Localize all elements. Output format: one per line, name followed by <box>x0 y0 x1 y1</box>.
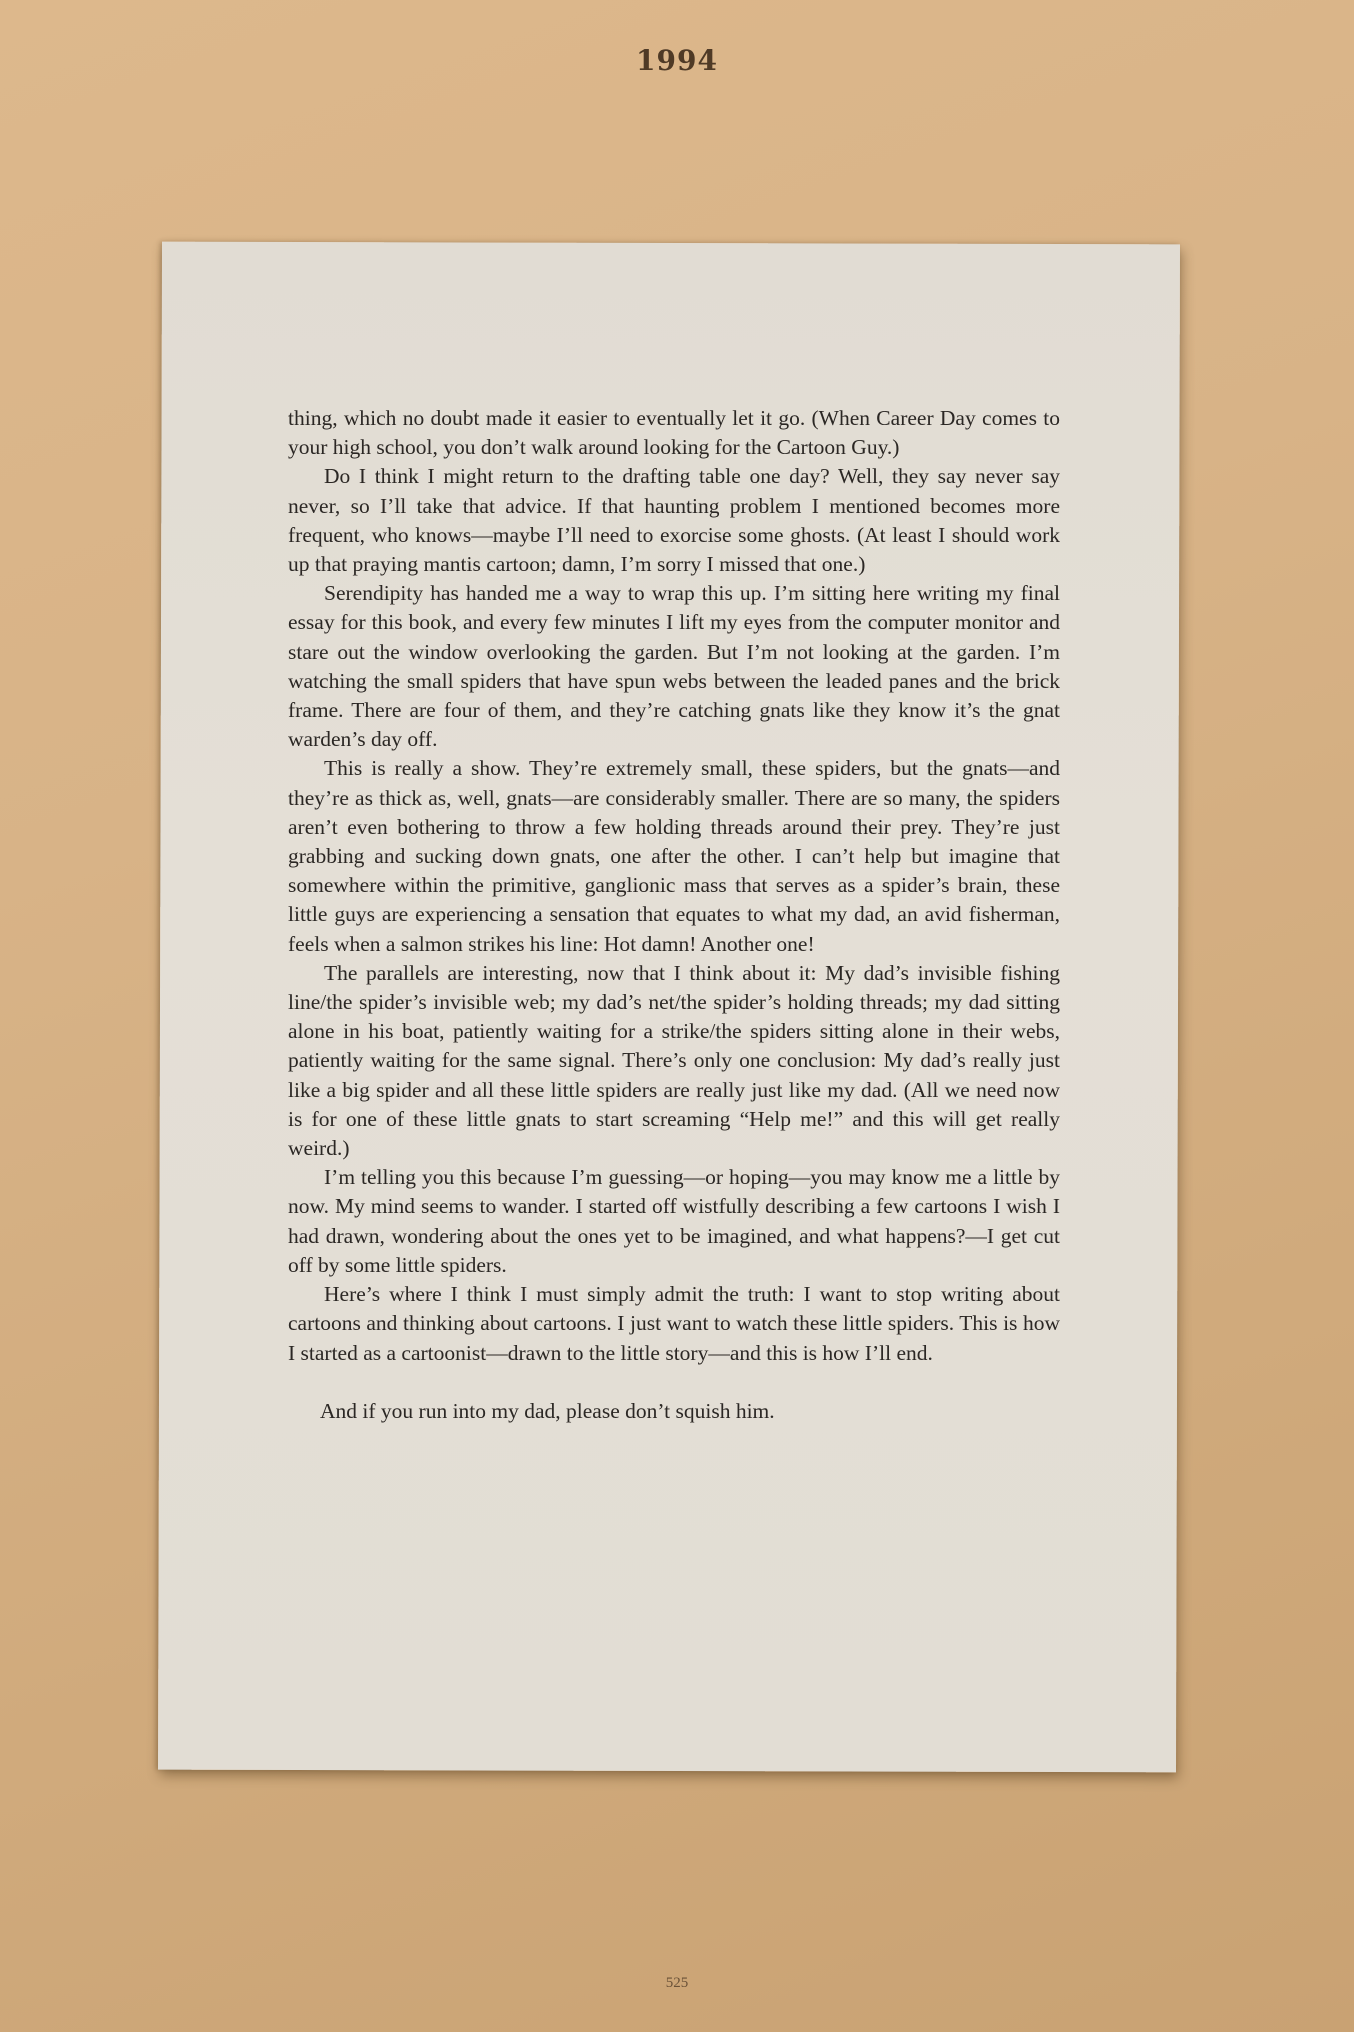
chapter-year-heading: 1994 <box>636 44 718 77</box>
paragraph: Here’s where I think I must simply admit the truth: I want to stop writing about cartoons and thinking about cartoons. I just want to watch these little spiders. This is how I started as a cartoonist—drawn to the little story—and this is how I’ll end. <box>288 1282 1060 1365</box>
paragraph: Do I think I might return to the drafting table one day? Well, they say never say never, so I’ll take that advice. If that haunting problem I mentioned becomes more frequent, who knows—maybe I’ll need to exorcise some ghosts. (At least I should work up that praying mantis cartoon; damn, I’m sorry I missed that one.) <box>288 464 1060 577</box>
paragraph: The parallels are interesting, now that I think about it: My dad’s invisible fishing line/the spider’s invisible web; my dad’s net/the spider’s holding threads; my dad sitting alone in his boat, patiently waiting for a strike/the spiders sitting alone in their webs, patiently waiting for the same signal. There’s only one conclusion: My dad’s really just like a big spider and all these little spiders are really just like my dad. (All we need now is for one of these little gnats to start screaming “Help me!” and this will get really weird.) <box>288 960 1060 1161</box>
paragraph: Serendipity has handed me a way to wrap this up. I’m sitting here writing my final essay for this book, and every few minutes I lift my eyes from the computer monitor and stare out the window overlooking the garden. But I’m not looking at the garden. I’m watching the small spiders that have spun webs between the leaded panes and the brick frame. There are four of them, and they’re catching gnats like they know it’s the gnat warden’s day off. <box>288 581 1060 752</box>
paragraph: thing, which no doubt made it easier to eventually let it go. (When Career Day comes to your high school, you don’t walk around looking for the Cartoon Guy.) <box>288 406 1060 460</box>
paragraph: This is really a show. They’re extremely small, these spiders, but the gnats—and they’re as thick as, well, gnats—are considerably smaller. There are so many, the spiders aren’t even bothering to throw a few holding threads around their prey. They’re just grabbing and sucking down gnats, one after the other. I can’t help but imagine that somewhere within the primitive, ganglionic mass that serves as a spider’s brain, these little guys are experiencing a sensation that equates to what my dad, an avid fisherman, feels when a salmon strikes his line: Hot damn! Another one! <box>288 756 1060 956</box>
paragraph: I’m telling you this because I’m guessing—or hoping—you may know me a little by now. My mind seems to wander. I started off wistfully describing a few cartoons I wish I had drawn, wondering about the ones yet to be imagined, and what happens?—I get cut off by some little spiders. <box>288 1165 1060 1277</box>
essay-body <box>288 404 1060 1426</box>
closing-line: And if you run into my dad, please don’t squish him. <box>320 1398 775 1423</box>
page-number: 525 <box>665 1975 689 1991</box>
